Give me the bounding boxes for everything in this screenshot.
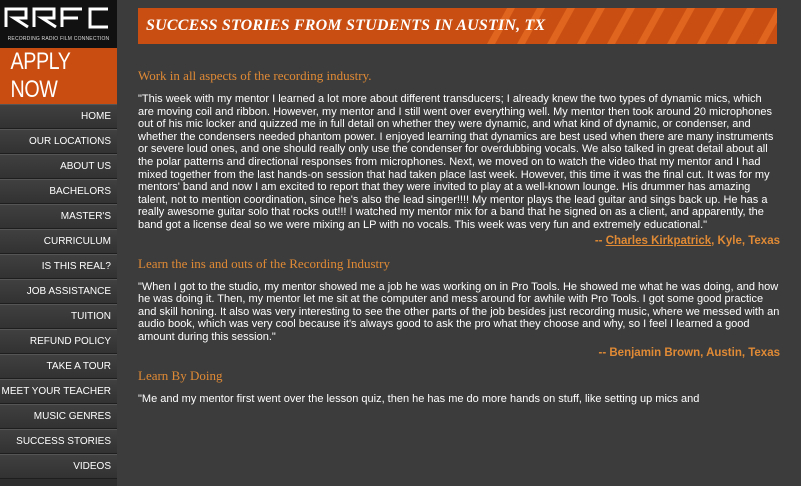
sidebar [0,0,117,486]
apply-now-label: APPLY NOW [11,48,107,104]
student-location: , Austin, Texas [700,346,780,359]
nav-item-success-stories[interactable]: SUCCESS STORIES [0,429,117,454]
student-name-link[interactable]: Charles Kirkpatrick [605,234,712,247]
nav-item-videos[interactable]: VIDEOS [0,454,117,479]
story-heading: Learn By Doing [138,367,223,383]
nav-item-our-locations[interactable]: OUR LOCATIONS [0,129,117,154]
nav-item-home[interactable]: HOME [0,104,117,129]
nav-item-meet-your-teacher[interactable]: MEET YOUR TEACHER [0,379,117,404]
attribution-dash: -- [598,346,610,359]
story-heading: Learn the ins and outs of the Recording Industry [138,255,390,271]
nav-item-refund-policy[interactable]: REFUND POLICY [0,329,117,354]
nav-item-take-a-tour[interactable]: TAKE A TOUR [0,354,117,379]
nav-item-tuition[interactable]: TUITION [0,304,117,329]
nav-item-is-this-real[interactable]: IS THIS REAL? [0,254,117,279]
story-quote: "This week with my mentor I learned a lot more about different transducers; I already knew the two types of dynamic mics, which are moving coil and ribbon. However, my mentor and I still went over everything well. My mentor then took around 20 microphones out of his mic locker and quizzed me in full detail on whether they were dynamic, and what kind of dynamic, or condenser, and whether the condensers needed phantom power. I enjoyed learning that dynamics are best used when there are many instruments or severe loud ones, and one should really only use the condenser for overdubbing vocals. We also talked in great detail about all the polar patterns and directional responses from microphones. Next, we moved on to watch the video that my mentor and I had mixed together from the last hands-on session that had taken place last week. However, this time it was the final cut. It was for my mentors' band and now I am excited to report that they were invited to play at a well-known lounge. His drummer has amazing talent, not to mention coordination, since he's also the lead singer!!!! My mentor plays the lead guitar and sings back up. He has a really awesome guitar solo that rocks out!!! I watched my mentor mix for a band that he signed on as a client, and apparently, the band got a license deal so we were mixing an LP with no vocals. This week was very fun and extremely educational." [138,93,774,231]
attribution-dash: -- [594,234,606,247]
apply-now-button[interactable] [0,48,117,104]
page-title: SUCCESS STORIES FROM STUDENTS IN AUSTIN, TX [146,17,546,34]
nav-item-about-us[interactable]: ABOUT US [0,154,117,179]
story-3 [138,368,780,406]
main-content [117,0,801,486]
logo[interactable] [0,0,117,48]
story-heading: Work in all aspects of the recording industry. [138,68,372,83]
story-quote: "When I got to the studio, my mentor showed me a job he was working on in Pro Tools. He showed me what he was doing, and how he was doing it. Then, my mentor let me sit at the computer and mess around for awhile with Pro Tools. I got some good practice and skill honing. It also was very interesting to see the other parts of the job besides just recording music, where we messed with an audio book, which was very cool because it's always good to ask the pro what they choose and why, so I feel I learned a good amount during this session." [138,280,780,343]
student-location: , Kyle, Texas [711,234,780,247]
logo-text: RECORDING RADIO FILM CONNECTION [7,36,110,42]
rrfc-logo-icon [4,5,112,29]
nav-item-masters[interactable]: MASTER'S [0,204,117,229]
nav-item-curriculum[interactable]: CURRICULUM [0,229,117,254]
stories-list [138,68,780,405]
nav-item-music-genres[interactable]: MUSIC GENRES [0,404,117,429]
story-quote: "Me and my mentor first went over the lesson quiz, then he has me do more hands on stuff, like setting up mics and [138,392,700,405]
story-1 [138,68,780,247]
story-2 [138,256,780,359]
story-attribution [138,347,780,359]
nav-item-bachelors[interactable]: BACHELORS [0,179,117,204]
nav-item-job-assistance[interactable]: JOB ASSISTANCE [0,279,117,304]
sidebar-nav [0,104,117,479]
page-banner [138,8,777,44]
student-name: Benjamin Brown [609,346,701,359]
story-attribution [138,235,780,247]
